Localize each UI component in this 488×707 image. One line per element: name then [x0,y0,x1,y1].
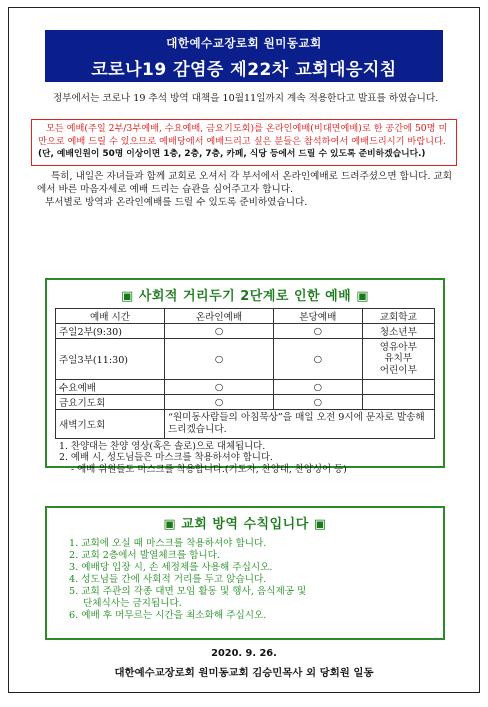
rules-list [69,538,443,622]
signature-line: 대한예수교장로회 원미동교회 김승민목사 외 당회원 일동 [114,667,374,679]
rule-item: 2. 교회 2층에서 발열체크를 합니다. [69,550,220,561]
table-row [56,324,435,339]
school-children: 어린이부 [379,364,417,376]
school-kindergarten: 유치부 [384,353,413,365]
row-school: 청소년부 [362,324,434,339]
row-time: 주일2부(9:30) [56,324,165,339]
document-date: 2020. 9. 26. [211,648,277,659]
prevention-rules-box [45,506,445,640]
header-online: 온라인예배 [165,309,274,324]
rule-item: 4. 성도님들 간에 사회적 거리를 두고 앉습니다. [69,574,267,585]
header-main: 본당예배 [274,309,363,324]
table-row [56,380,435,395]
row-main: ○ [274,324,363,339]
notice-text: 모든 예배(주일 2부/3부예배, 수요예배, 금요기도회)를 온라인예배(비대면예배)로 한 공간에 50명 미만으로 예배 드릴 수 있으므로 예배당에서 예배드리고 싶은 분들은 참석하여서 예배드리시기 바랍니다. [38,123,448,147]
row-school-empty [362,395,434,410]
row-main: ○ [274,395,363,410]
row-online: ○ [165,324,274,339]
table-header-row [56,309,435,324]
dawn-prayer-note: “원미동사람들의 아침묵상”을 매일 오전 9시에 문자로 발송해드리겠습니다. [165,410,435,439]
note-item: - 예배 위원들도 마스크를 착용합니다.(기도자, 찬양대, 찬양싱어 등) [71,463,347,475]
notice-box [31,119,457,166]
school-infant: 영유아부 [379,341,417,353]
row-time: 주일3부(11:30) [56,339,165,380]
rule-item: 1. 교회에 오실 때 마스크를 착용하셔야 합니다. [69,538,267,549]
table-row [56,395,435,410]
note-item: 2. 예배 시, 성도님들은 마스크를 착용하셔야 합니다. [59,452,273,464]
header-banner [45,30,443,82]
row-main: ○ [274,339,363,380]
row-time: 수요예배 [56,380,165,395]
row-online: ○ [165,339,274,380]
row-online: ○ [165,395,274,410]
notice-bold-text: (단, 예배인원이 50명 이상이면 1층, 2층, 7층, 카페, 식당 등에서 드릴 수 있도록 준비하겠습니다.) [38,149,426,160]
rule-item: 6. 예배 후 머무르는 시간을 최소화해 주십시오. [69,610,267,621]
worship-schedule-box [45,278,445,475]
document-page [8,7,480,693]
paragraph-children: 특히, 내일은 자녀들과 함께 교회로 오셔서 각 부서에서 온라인예배로 드려주셨으면 합니다. 교회에서 바른 마음자세로 예배 드리는 습관을 심어주고자 합니다. [37,170,453,195]
row-school-empty [362,380,434,395]
rules-box-title: ▣ 교회 방역 수칙입니다 ▣ [163,517,327,532]
intro-paragraph: 정부에서는 코로나 19 추석 방역 대책을 10월11일까지 계속 적용한다고 발표를 하였습니다. [53,93,439,104]
rule-item: 5. 교회 주관의 각종 대면 모임 활동 및 행사, 음식제공 및 [69,586,307,597]
table-row [56,410,435,439]
paragraph-departments: 부서별로 방역과 온라인예배를 드릴 수 있도록 준비하였습니다. [45,196,308,208]
row-time: 새벽기도회 [56,410,165,439]
worship-notes [59,441,443,475]
worship-box-title: ▣ 사회적 거리두기 2단계로 인한 예배 ▣ [120,289,370,304]
header-school: 교회학교 [362,309,434,324]
row-online: ○ [165,380,274,395]
church-name: 대한예수교장로회 원미동교회 [166,36,322,50]
table-row [56,339,435,380]
rule-item: 단체식사는 금지됩니다. [83,598,182,609]
rule-item: 3. 예배당 입장 시, 손 세정제를 사용해 주십시오. [69,562,273,573]
row-main: ○ [274,380,363,395]
note-item: 1. 찬양대는 찬양 영상(혹은 솔로)으로 대체됩니다. [59,441,266,452]
row-school [362,339,434,380]
worship-schedule-table [55,308,435,439]
header-time: 예배 시간 [56,309,165,324]
document-title: 코로나19 감염증 제22차 교회대응지침 [91,60,397,80]
row-time: 금요기도회 [56,395,165,410]
